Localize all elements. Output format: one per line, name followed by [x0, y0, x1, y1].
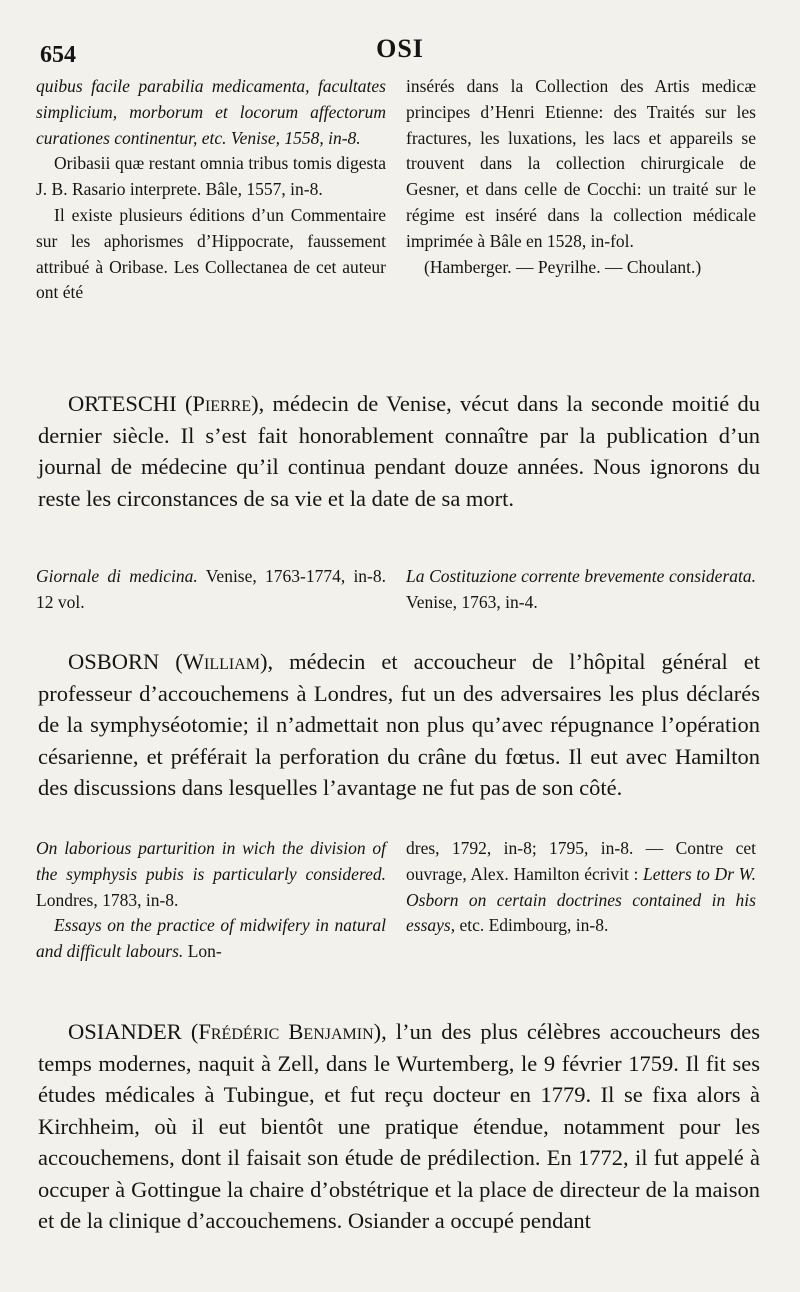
oribase-collections-note: insérés dans la Collection des Artis medicæ principes d’Henri Etienne: des Traités sur les fractures, les luxations, les lacs et appareils se trouvent dans la collection chirurgicale de Gesner, et dans celle de Cocchi: un traité sur le régime est inséré dans la collection médicale imprimée à Bâle en 1528, in-fol.	[406, 76, 756, 251]
bibliography-right-column	[406, 836, 756, 965]
bibliography-right-column	[406, 74, 756, 306]
oribase-bibliography	[36, 74, 756, 306]
orteschi-work-left	[36, 564, 386, 616]
entry-text: , médecin et accoucheur de l’hôpital général et professeur d’accouchemens à Londres, fut un des adversaires les plus déclarés de la symphyséotomie; il n’admettait non plus qu’avec répugnance l’opération césarienne, et préférait la perforation du crâne du fœtus. Il eut avec Hamilton des discussions dans lesquelles l’avantage ne fut pas de son côté.	[38, 649, 760, 800]
orteschi-work-right	[406, 564, 756, 616]
entry-name: OSBORN	[68, 649, 160, 674]
work-title: Essays on the practice of midwifery in natural and difficult labours.	[36, 915, 386, 962]
work-details: Londres, 1783, in-8.	[36, 889, 179, 910]
entry-name: OSIANDER	[68, 1019, 182, 1044]
work-title: Letters to Dr W. Osborn on certain doctrines contained in his essays,	[406, 863, 756, 936]
work-details: Lon-	[183, 941, 222, 962]
entry-text: , médecin de Venise, vécut dans la seconde moitié du dernier siècle. Il s’est fait honorablement connaître par la publication d’un journal de médecine qu’il continua pendant douze années. Nous ignorons du reste les circonstances de sa vie et la date de sa mort.	[38, 391, 761, 511]
entry-orteschi	[38, 388, 760, 514]
oribase-note: Il existe plusieurs éditions d’un Commentaire sur les aphorismes d’Hippocrate, faussement attribué à Oribase. Les Collectanea de cet auteur ont été	[36, 204, 386, 303]
page-header	[30, 28, 770, 68]
running-head: OSI	[376, 34, 424, 63]
entry-name: ORTESCHI	[68, 391, 177, 416]
entry-osiander	[38, 1016, 760, 1237]
oribase-work-1: quibus facile parabilia medicamenta, facultates simplicium, morborum et locorum affectorum curationes continentur, etc. Venise, 1558, in-8.	[36, 76, 386, 148]
page-number: 654	[40, 42, 76, 68]
oribase-work-2: Oribasii quæ restant omnia tribus tomis digesta J. B. Rasario interprete. Bâle, 1557, in-8.	[36, 153, 386, 200]
bibliography-left-column	[36, 74, 386, 306]
work-title: Giornale di medicina.	[36, 566, 198, 586]
bibliography-left-column	[36, 836, 386, 965]
entry-forename: (Frédéric Benjamin)	[190, 1019, 382, 1044]
oribase-sources: (Hamberger. — Peyrilhe. — Choulant.)	[424, 256, 702, 277]
work-details: dres, 1792, in-8; 1795, in-8. — Contre cet ouvrage, Alex. Hamilton écrivit :	[406, 838, 756, 884]
work-title: La Costituzione corrente brevemente considerata.	[406, 566, 756, 586]
work-title: On laborious parturition in wich the division of the symphysis pubis is particularly considered.	[36, 838, 386, 884]
work-details: etc. Edimbourg, in-8.	[455, 915, 609, 936]
work-details: Venise, 1763-1774, in-8. 12 vol.	[36, 566, 387, 612]
work-details: Venise, 1763, in-4.	[406, 591, 538, 612]
entry-forename: (Pierre)	[184, 391, 259, 416]
entry-text: , l’un des plus célèbres accoucheurs des temps modernes, naquit à Zell, dans le Wurtemberg, le 9 février 1759. Il fit ses études médicales à Tubingue, et fut reçu docteur en 1779. Il se fixa alors à Kirchheim, où il eut bientôt une pratique étendue, notamment pour les accouchemens, dont il faisait son étude de prédilection. En 1772, il fut appelé à occuper à Gottingue la chaire d’obstétrique et la place de directeur de la maison et de la clinique d’accouchemens. Osiander a occupé pendant	[38, 1019, 761, 1233]
entry-osborn	[38, 646, 760, 804]
orteschi-bibliography	[36, 564, 756, 616]
osborn-bibliography	[36, 836, 756, 965]
entry-forename: (William)	[175, 649, 268, 674]
